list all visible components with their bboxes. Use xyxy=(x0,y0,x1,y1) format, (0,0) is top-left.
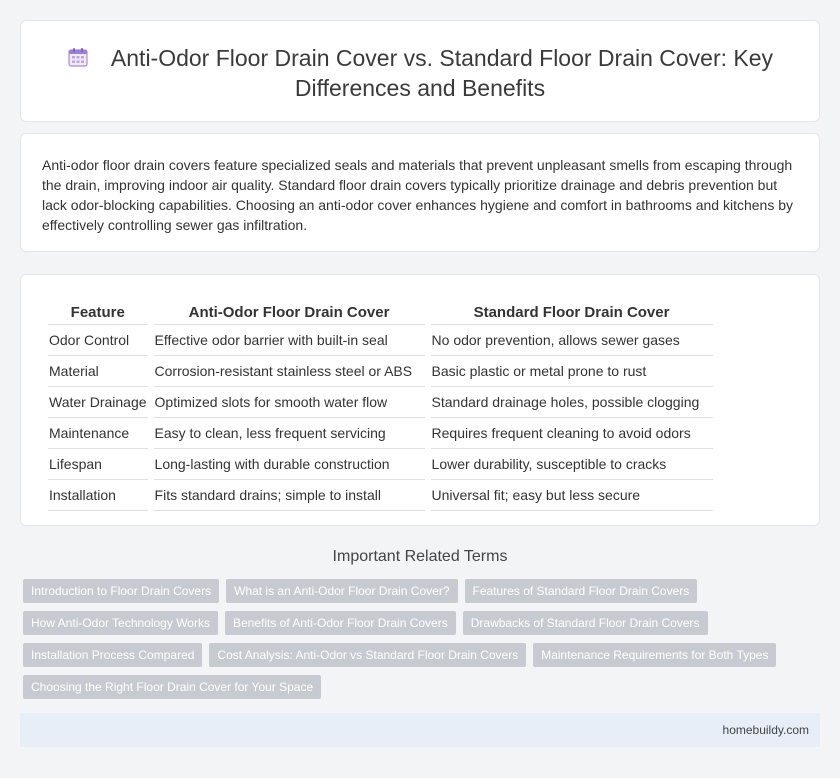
related-terms-heading: Important Related Terms xyxy=(332,548,508,565)
related-tag[interactable]: Maintenance Requirements for Both Types xyxy=(533,643,776,667)
related-tag[interactable]: Introduction to Floor Drain Covers xyxy=(23,579,219,603)
cell-anti-odor: Effective odor barrier with built-in seal xyxy=(154,325,425,356)
cell-feature: Water Drainage xyxy=(48,387,148,418)
related-terms-list xyxy=(23,579,813,699)
calendar-icon xyxy=(67,45,89,67)
related-tag[interactable]: Features of Standard Floor Drain Covers xyxy=(465,579,698,603)
cell-anti-odor: Optimized slots for smooth water flow xyxy=(154,387,425,418)
footer-site-link[interactable]: homebuildy.com xyxy=(722,723,809,737)
cell-standard: Requires frequent cleaning to avoid odors xyxy=(431,418,713,449)
table-row xyxy=(48,325,713,356)
cell-anti-odor: Corrosion-resistant stainless steel or ABS xyxy=(154,356,425,387)
cell-feature: Material xyxy=(48,356,148,387)
cell-feature: Odor Control xyxy=(48,325,148,356)
page-title-wrap xyxy=(21,43,819,103)
related-tag[interactable]: Benefits of Anti-Odor Floor Drain Covers xyxy=(225,611,456,635)
cell-standard: No odor prevention, allows sewer gases xyxy=(431,325,713,356)
related-tag[interactable]: Installation Process Compared xyxy=(23,643,202,667)
related-tag[interactable]: Choosing the Right Floor Drain Cover for Your Space xyxy=(23,675,321,699)
related-tag[interactable]: Cost Analysis: Anti-Odor vs Standard Floor Drain Covers xyxy=(209,643,526,667)
header-standard: Standard Floor Drain Cover xyxy=(431,295,713,325)
table-row xyxy=(48,480,713,511)
cell-standard: Lower durability, susceptible to cracks xyxy=(431,449,713,480)
table-row xyxy=(48,418,713,449)
footer xyxy=(20,713,820,747)
cell-anti-odor: Easy to clean, less frequent servicing xyxy=(154,418,425,449)
cell-anti-odor: Fits standard drains; simple to install xyxy=(154,480,425,511)
cell-standard: Basic plastic or metal prone to rust xyxy=(431,356,713,387)
comparison-table xyxy=(42,295,719,511)
cell-feature: Lifespan xyxy=(48,449,148,480)
title-card xyxy=(20,20,820,122)
cell-standard: Universal fit; easy but less secure xyxy=(431,480,713,511)
table-row xyxy=(48,387,713,418)
intro-card xyxy=(20,133,820,252)
table-header-row xyxy=(48,295,713,325)
cell-anti-odor: Long-lasting with durable construction xyxy=(154,449,425,480)
related-tag[interactable]: How Anti-Odor Technology Works xyxy=(23,611,218,635)
table-row xyxy=(48,356,713,387)
intro-paragraph: Anti-odor floor drain covers feature specialized seals and materials that prevent unpleasant smells from escaping through the drain, improving indoor air quality. Standard floor drain covers typically prioritize drainage and debris prevention but lack odor-blocking capabilities. Choosing an anti-odor cover enhances hygiene and comfort in bathrooms and kitchens by effectively controlling sewer gas infiltration. xyxy=(42,157,793,233)
cell-feature: Installation xyxy=(48,480,148,511)
header-anti-odor: Anti-Odor Floor Drain Cover xyxy=(154,295,425,325)
related-tag[interactable]: Drawbacks of Standard Floor Drain Covers xyxy=(463,611,708,635)
page-title: Anti-Odor Floor Drain Cover vs. Standard Floor Drain Cover: Key Differences and Benefits xyxy=(110,45,774,101)
related-tag[interactable]: What is an Anti-Odor Floor Drain Cover? xyxy=(226,579,457,603)
comparison-card xyxy=(20,274,820,526)
cell-standard: Standard drainage holes, possible clogging xyxy=(431,387,713,418)
table-row xyxy=(48,449,713,480)
cell-feature: Maintenance xyxy=(48,418,148,449)
header-feature: Feature xyxy=(48,295,148,325)
